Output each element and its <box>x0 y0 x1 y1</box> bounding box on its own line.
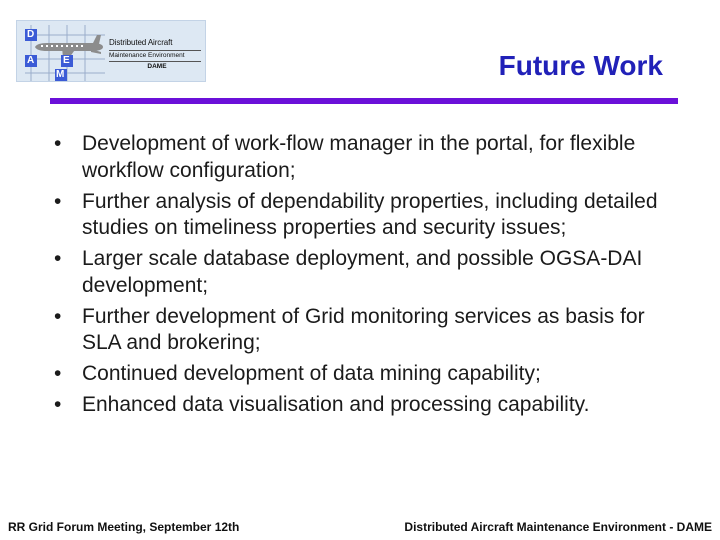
bullet-text: Development of work-flow manager in the portal, for flexible workflow configuration; <box>82 132 636 182</box>
bullet-marker: • <box>54 247 62 270</box>
logo-letter-e: E <box>63 55 70 66</box>
bullet-item <box>54 361 684 388</box>
footer-project: Distributed Aircraft Maintenance Environment - DAME <box>404 520 712 534</box>
bullet-item <box>54 131 684 184</box>
bullet-marker: • <box>54 189 62 213</box>
bullet-marker: • <box>54 304 62 328</box>
logo-letter-a: A <box>27 55 35 66</box>
bullet-marker: • <box>54 393 62 416</box>
bullet-item <box>54 304 684 357</box>
logo-line-3: DAME <box>147 63 167 70</box>
bullet-text: Further analysis of dependability properties, including detailed studies on timeliness properties and security issues; <box>82 189 658 239</box>
title-underline-bar <box>50 98 678 104</box>
bullet-list <box>54 131 684 423</box>
bullet-item <box>54 246 684 299</box>
bullet-item <box>54 189 684 242</box>
bullet-text: Larger scale database deployment, and possible OGSA-DAI development; <box>82 247 643 297</box>
bullet-marker: • <box>54 362 62 385</box>
logo-letter-m: M <box>56 69 65 80</box>
logo-line-2: Maintenance Environment <box>109 52 185 59</box>
logo-divider-2 <box>109 61 201 62</box>
bullet-item <box>54 392 684 419</box>
logo-text <box>109 38 205 72</box>
logo-letter-d: D <box>27 29 35 40</box>
bullet-marker: • <box>54 132 62 155</box>
bullet-text: Enhanced data visualisation and processing capability. <box>82 393 590 416</box>
bullet-text: Continued development of data mining capability; <box>82 362 541 385</box>
dame-logo <box>16 20 206 82</box>
bullet-text: Further development of Grid monitoring services as basis for SLA and brokering; <box>82 304 645 354</box>
logo-line-1: Distributed Aircraft <box>109 38 173 47</box>
footer-meeting: RR Grid Forum Meeting, September 12th <box>8 520 240 534</box>
slide-title: Future Work <box>498 50 663 81</box>
logo-divider-1 <box>109 50 201 51</box>
